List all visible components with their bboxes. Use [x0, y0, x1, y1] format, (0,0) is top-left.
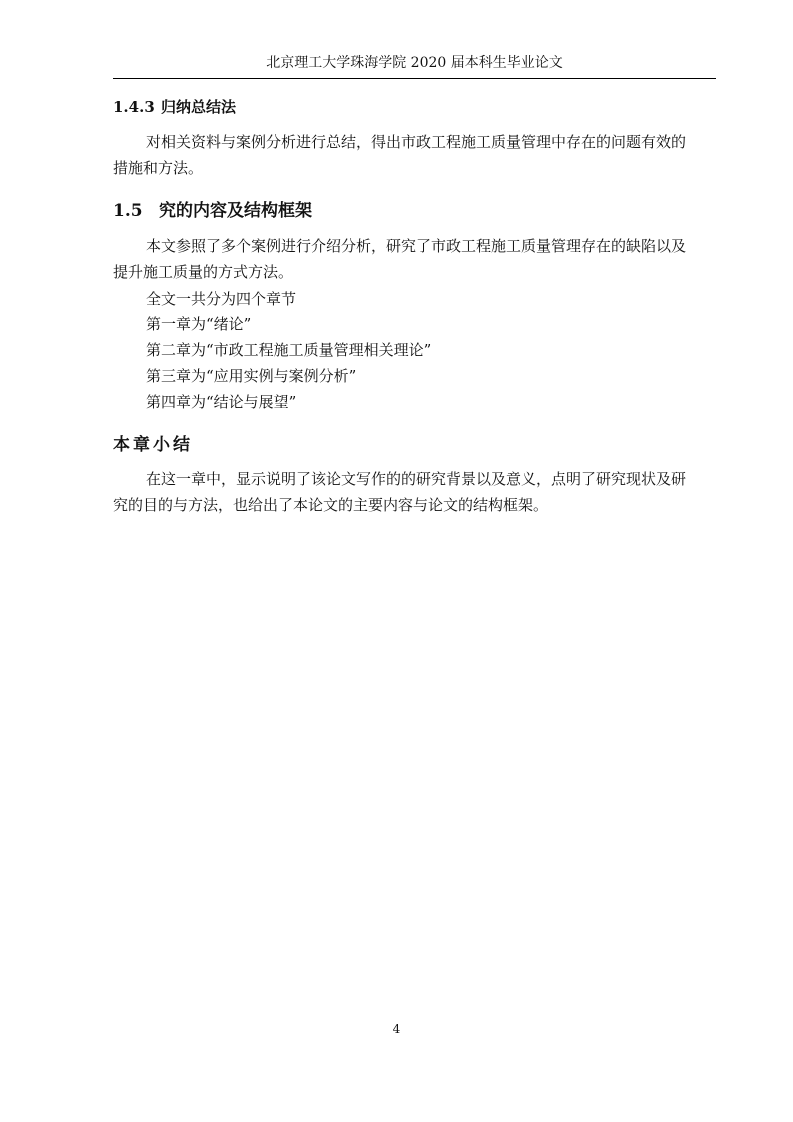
subsection-heading — [113, 96, 236, 117]
section-paragraph-line1: 本文参照了多个案例进行介绍分析，研究了市政工程施工质量管理存在的缺陷以及 — [146, 237, 687, 255]
summary-heading: 本章小结 — [113, 435, 193, 455]
subsection-number: 1.4.3 — [113, 98, 155, 116]
section-heading — [113, 196, 312, 221]
subsection-paragraph-line1: 对相关资料与案例分析进行总结，得出市政工程施工质量管理中存在的问题有效的 — [146, 133, 687, 151]
summary-paragraph-line1: 在这一章中，显示说明了该论文写作的的研究背景以及意义，点明了研究现状及研 — [146, 470, 687, 488]
section-number: 1.5 — [113, 201, 143, 221]
chapter-2-line: 第二章为“市政工程施工质量管理相关理论” — [146, 341, 432, 359]
chapter-3-line: 第三章为“应用实例与案例分析” — [146, 367, 357, 385]
page-header: 北京理工大学珠海学院 2020 届本科生毕业论文 — [113, 52, 716, 79]
summary-paragraph-line2: 究的目的与方法，也给出了本论文的主要内容与论文的结构框架。 — [113, 496, 549, 514]
chapter-overview-line: 全文一共分为四个章节 — [146, 290, 297, 308]
subsection-paragraph-line2: 措施和方法。 — [113, 159, 204, 177]
page-number: 4 — [392, 1022, 401, 1036]
section-paragraph-line2: 提升施工质量的方式方法。 — [113, 263, 294, 281]
subsection-title: 归纳总结法 — [161, 98, 237, 116]
chapter-1-line: 第一章为“绪论” — [146, 315, 252, 333]
section-title: 究的内容及结构框架 — [159, 201, 312, 221]
chapter-4-line: 第四章为“结论与展望” — [146, 393, 297, 411]
